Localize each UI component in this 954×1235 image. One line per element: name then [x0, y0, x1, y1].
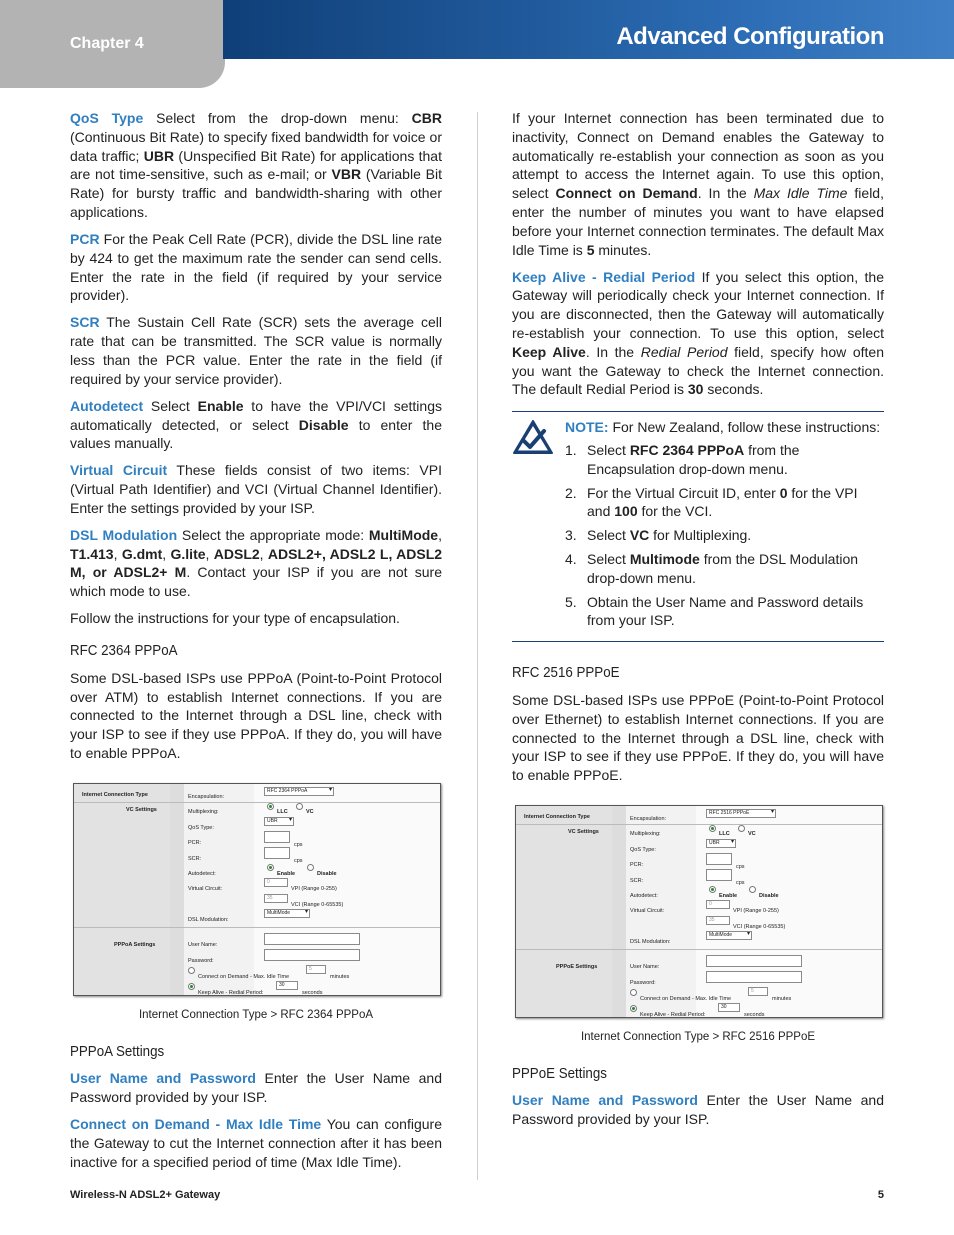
chapter-label: Chapter 4	[70, 35, 144, 52]
label-encapsulation: Encapsulation:	[630, 815, 667, 822]
pppoa-intro: Some DSL-based ISPs use PPPoA (Point-to-Point Protocol over ATM) to establish Internet connections. If you are connected to the Internet through a DSL line, check with your ISP to see if they use PPPoA. If they do, you will have to enable PPPoA.	[70, 669, 442, 762]
vci-input[interactable]: 35	[264, 894, 288, 903]
pppoa-screenshot	[73, 783, 441, 996]
label-encapsulation: Encapsulation:	[188, 793, 225, 800]
vpi-input[interactable]: 0	[706, 900, 730, 909]
vpi-hint: VPI (Range 0-255)	[291, 885, 337, 892]
redial-period-input[interactable]: 30	[718, 1003, 740, 1012]
label-scr: SCR:	[188, 855, 202, 862]
vci-hint: VCI (Range 0-65535)	[291, 901, 344, 908]
heading-rfc2516: RFC 2516 PPPoE	[512, 665, 620, 682]
label-connect-on-demand: Connect on Demand - Max. Idle Time	[198, 973, 290, 980]
note-step: 1. Select RFC 2364 PPPoA from the Encapsulation drop-down menu.	[565, 441, 800, 477]
label-qos-type: QoS Type:	[630, 846, 656, 853]
scr-unit: cps	[294, 857, 303, 864]
user-name-input[interactable]	[264, 933, 360, 945]
note-label: NOTE:	[565, 419, 609, 436]
radio-disable[interactable]	[307, 864, 314, 871]
idle-unit: minutes	[772, 995, 792, 1002]
label-disable: Disable	[317, 870, 337, 877]
redial-period-input[interactable]: 30	[276, 981, 298, 990]
label-password: Password:	[630, 979, 656, 986]
label-disable: Disable	[759, 892, 779, 899]
user-name-paragraph: User Name and Password Enter the User Name and Password provided by your ISP.	[70, 1070, 442, 1106]
scr-unit: cps	[736, 879, 745, 886]
label-password: Password:	[188, 957, 214, 964]
keep-alive-paragraph: Keep Alive - Redial Period If you select this option, the Gateway will periodically check your Internet connection. If you are disconnected, then the Gateway will automatically re-establish your connection. To use this option, select Keep Alive. In the Redial Period field, specify how often you want the Gateway to check the Internet connection. The default Redial Period is 30 seconds.	[512, 268, 884, 398]
radio-disable[interactable]	[749, 886, 756, 893]
password-input[interactable]	[706, 971, 802, 983]
qos-type-paragraph: QoS Type Select from the drop-down menu: CBR (Continuous Bit Rate) to specify fixed bandwidth for voice or data traffic; UBR (Unspecified Bit Rate) for applications that are not time-sensitive, such as e-mail; or VBR (Variable Bit Rate) for bursty traffic and bandwidth-sharing with other applications.	[70, 110, 442, 220]
label-llc: LLC	[719, 830, 730, 837]
qos-type-select[interactable]: UBR ▾	[706, 839, 736, 848]
pcr-input[interactable]	[706, 853, 732, 865]
heading-pppoa-settings: PPPoA Settings	[70, 1043, 165, 1060]
radio-connect-on-demand[interactable]	[188, 967, 195, 974]
note-text: For New Zealand, follow these instructions:	[608, 419, 881, 436]
label-multiplexing: Multiplexing:	[630, 830, 661, 837]
pppoe-intro: Some DSL-based ISPs use PPPoE (Point-to-Point Protocol over Ethernet) to establish Internet connections. If you are connected to the Internet through a DSL line, check with your ISP to see if they use PPPoE. If they do, you will have to enable PPPoE.	[512, 691, 884, 784]
label-autodetect: Autodetect:	[630, 892, 658, 899]
dsl-modulation-select[interactable]: MultiMode ▾	[264, 909, 310, 918]
pcr-input[interactable]	[264, 831, 290, 843]
label-virtual-circuit: Virtual Circuit:	[630, 907, 665, 914]
encapsulation-select[interactable]: RFC 2364 PPPoA ▾	[264, 787, 334, 796]
radio-keep-alive[interactable]	[630, 1005, 637, 1012]
footer	[70, 1189, 884, 1201]
follow-paragraph: Follow the instructions for your type of encapsulation.	[70, 610, 400, 627]
label-vc: VC	[306, 808, 314, 815]
note-box	[512, 411, 884, 642]
max-idle-input[interactable]: 5	[306, 965, 326, 974]
section-internet-connection-type: Internet Connection Type	[82, 791, 148, 798]
label-pcr: PCR:	[630, 861, 644, 868]
section-pppoe-settings: PPPoE Settings	[556, 963, 598, 970]
caption-pppoe: Internet Connection Type > RFC 2516 PPPoE	[580, 1030, 816, 1043]
user-name-input[interactable]	[706, 955, 802, 967]
redial-unit: seconds	[744, 1011, 765, 1018]
section-pppoa-settings: PPPoA Settings	[114, 941, 156, 948]
scr-paragraph: SCR The Sustain Cell Rate (SCR) sets the average cell rate that can be transmitted. The SCR value is normally less than the PCR value. Enter the rate in the field (if required by your service provider).	[70, 314, 442, 387]
label-keep-alive: Keep Alive - Redial Period:	[198, 989, 264, 996]
radio-enable[interactable]	[267, 864, 274, 871]
scr-input[interactable]	[706, 869, 732, 881]
idle-unit: minutes	[330, 973, 350, 980]
dsl-modulation-paragraph: DSL Modulation Select the appropriate mode: MultiMode, T1.413, G.dmt, G.lite, ADSL2, ADSL2+, ADSL2 L, ADSL2 M, or ADSL2+ M. Contact your ISP if you are not sure which mode to use.	[70, 526, 443, 600]
heading-pppoe-settings: PPPoE Settings	[512, 1065, 607, 1082]
radio-enable[interactable]	[709, 886, 716, 893]
page-title: Advanced Configuration	[616, 23, 884, 50]
max-idle-input[interactable]: 5	[748, 987, 768, 996]
label-user-name: User Name:	[630, 963, 660, 970]
footer-product: Wireless-N ADSL2+ Gateway	[70, 1189, 221, 1201]
chapter-tab	[0, 0, 225, 88]
label-scr: SCR:	[630, 877, 644, 884]
section-vc-settings: VC Settings	[568, 828, 599, 835]
header-bar	[223, 0, 954, 59]
right-column	[512, 109, 884, 1137]
label-connect-on-demand: Connect on Demand - Max. Idle Time	[640, 995, 732, 1002]
checkmark-icon	[512, 419, 554, 455]
qos-type-select[interactable]: UBR ▾	[264, 817, 294, 826]
left-column	[70, 109, 442, 1180]
note-step: 2. For the Virtual Circuit ID, enter 0 for the VPI and 100 for the VCI.	[565, 484, 858, 520]
label-pcr: PCR:	[188, 839, 202, 846]
label-llc: LLC	[277, 808, 288, 815]
label-dsl-modulation: DSL Modulation:	[630, 938, 671, 945]
heading-rfc2364: RFC 2364 PPPoA	[70, 643, 178, 660]
pcr-unit: cps	[736, 863, 745, 870]
pcr-paragraph: PCR For the Peak Cell Rate (PCR), divide the DSL line rate by 424 to get the maximum rate the sender can send cells. Enter the rate in the field (if required by your service provider).	[70, 230, 442, 304]
label-virtual-circuit: Virtual Circuit:	[188, 885, 223, 892]
radio-connect-on-demand[interactable]	[630, 989, 637, 996]
connect-on-demand-paragraph: Connect on Demand - Max Idle Time You can configure the Gateway to cut the Internet connection after it has been inactive for a specified period of time (Max Idle Time).	[70, 1116, 442, 1170]
radio-vc[interactable]	[296, 803, 303, 810]
pcr-unit: cps	[294, 841, 303, 848]
vpi-hint: VPI (Range 0-255)	[733, 907, 779, 914]
caption-pppoa: Internet Connection Type > RFC 2364 PPPoA	[138, 1008, 374, 1021]
note-step: 4. Select Multimode from the DSL Modulation drop-down menu.	[565, 550, 859, 586]
redial-unit: seconds	[302, 989, 323, 996]
section-internet-connection-type: Internet Connection Type	[524, 813, 590, 820]
virtual-circuit-paragraph: Virtual Circuit These fields consist of two items: VPI (Virtual Path Identifier) and VCI (Virtual Channel Identifier). Enter the settings provided by your ISP.	[70, 462, 442, 516]
encapsulation-select[interactable]: RFC 2516 PPPoE ▾	[706, 809, 776, 818]
label-qos-type: QoS Type:	[188, 824, 214, 831]
password-input[interactable]	[264, 949, 360, 961]
label-vc: VC	[748, 830, 756, 837]
section-vc-settings: VC Settings	[126, 806, 157, 813]
note-steps	[565, 441, 884, 630]
vci-input[interactable]: 35	[706, 916, 730, 925]
vpi-input[interactable]: 0	[264, 878, 288, 887]
radio-llc[interactable]	[267, 803, 274, 810]
dsl-modulation-select[interactable]: MultiMode ▾	[706, 931, 752, 940]
label-autodetect: Autodetect:	[188, 870, 216, 877]
pppoe-screenshot	[515, 805, 883, 1018]
connect-on-demand-detail: If your Internet connection has been terminated due to inactivity, Connect on Demand enables the Gateway to automatically re-establish your connection as soon as you attempt to access the Internet again. To use this option, select Connect on Demand. In the Max Idle Time field, enter the number of minutes you want to have elapsed before your Internet connection terminates. The default Max Idle Time is 5 minutes.	[512, 110, 884, 258]
autodetect-paragraph: Autodetect Select Enable to have the VPI/VCI settings automatically detected, or select Disable to enter the values manually.	[70, 397, 443, 452]
radio-llc[interactable]	[709, 825, 716, 832]
note-step: 3. Select VC for Multiplexing.	[565, 527, 752, 544]
label-enable: Enable	[719, 892, 738, 899]
radio-keep-alive[interactable]	[188, 983, 195, 990]
label-multiplexing: Multiplexing:	[188, 808, 219, 815]
page-number: 5	[877, 1189, 884, 1201]
label-dsl-modulation: DSL Modulation:	[188, 916, 229, 923]
label-enable: Enable	[277, 870, 296, 877]
label-keep-alive: Keep Alive - Redial Period:	[640, 1011, 706, 1018]
radio-vc[interactable]	[738, 825, 745, 832]
vci-hint: VCI (Range 0-65535)	[733, 923, 786, 930]
column-divider	[477, 112, 478, 1180]
scr-input[interactable]	[264, 847, 290, 859]
user-name-paragraph: User Name and Password Enter the User Name and Password provided by your ISP.	[512, 1092, 884, 1128]
note-step: 5. Obtain the User Name and Password details from your ISP.	[565, 593, 864, 629]
label-user-name: User Name:	[188, 941, 218, 948]
